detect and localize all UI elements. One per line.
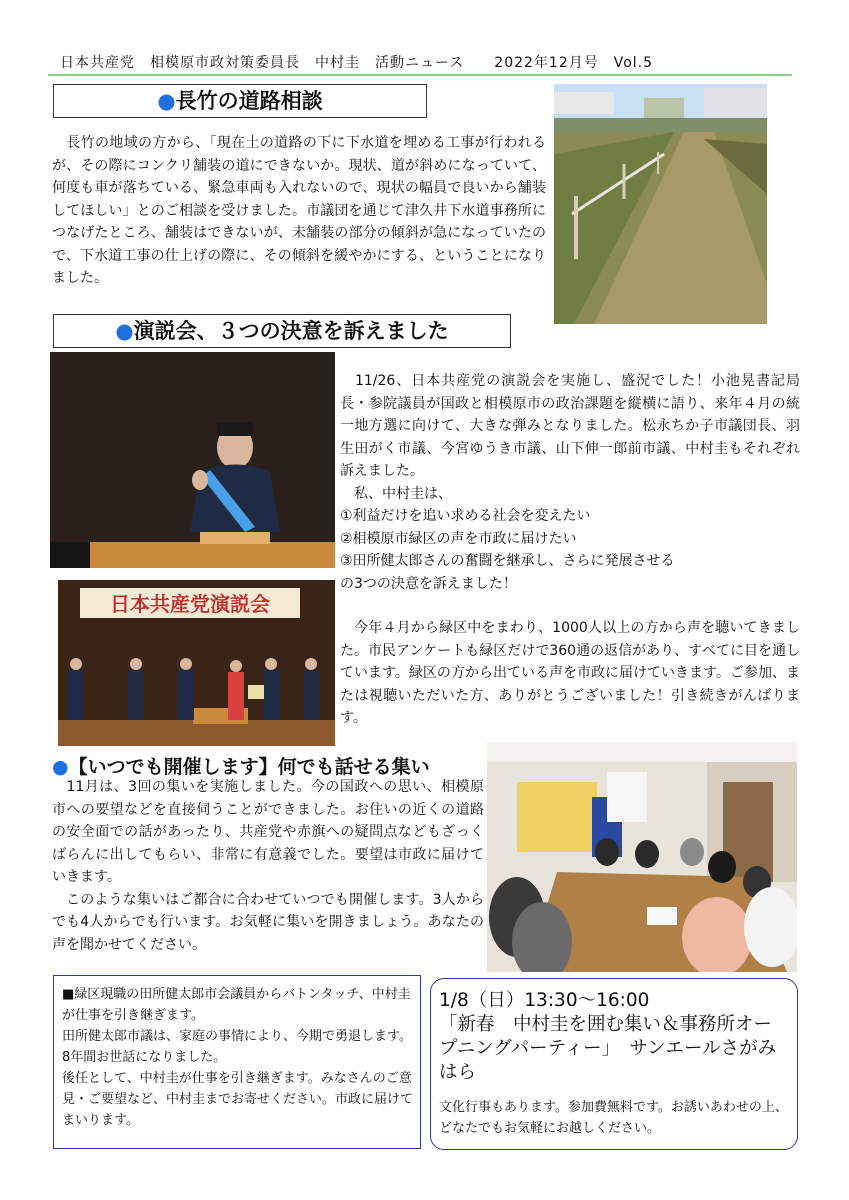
bullet-icon: ● xyxy=(157,89,176,113)
resolve-item-1: ①利益だけを追い求める社会を変えたい xyxy=(340,508,591,524)
section-title-text: 長竹の道路相談 xyxy=(175,89,323,113)
gathering-photo xyxy=(487,742,797,972)
resolve-item-3: ③田所健太郎さんの奮闘を継承し、さらに発展させる xyxy=(340,553,675,569)
bullet-icon: ● xyxy=(52,756,69,778)
road-consultation-body: 長竹の地域の方から、「現在土の道路の下に下水道を埋める工事が行われるが、その際にコンクリ舗装の道にできないか。現状、道が斜めになっていて、何度も車が落ちている、緊急車両も入れないので、現状の幅員で良いから舗装してほしい」とのご相談を受けました。市議団を通じて津久井下水道事務所につなげたところ、舗装はできないが、未舗装の部分の傾斜が急になっていたので、下水道工事の仕上げの際に、その傾斜を緩やかにする、ということになりました。 xyxy=(52,135,546,286)
event-name: 「新春 中村圭を囲む集い＆事務所オープニングパーティー」 サンエールさがみはら xyxy=(439,1014,777,1083)
road-photo xyxy=(554,84,767,324)
speaker-photo xyxy=(50,352,335,568)
speech-paragraph-2: 私、中村圭は、 xyxy=(340,485,452,502)
speech-paragraph-1: 11/26、日本共産党の演説会を実施し、盛況でした！小池晃書記局長・参院議員が国政と相模原市の政治課題を縦横に語り、来年４月の統一地方選に向けて、大きな弾みとなりました。松永ちか子市議団長、羽生田がく市議、今宮ゆうき市議、山下伸一郎前市議、中村圭もそれぞれ訴えました。 xyxy=(340,373,800,479)
section-title-speech xyxy=(53,314,511,348)
handover-paragraph-2: 後任として、中村圭が仕事を引き継ぎます。みなさんのご意見・ご要望など、中村圭までお寄せください。市政に届けてまいります。 xyxy=(62,1071,414,1128)
header-divider xyxy=(48,74,792,76)
handover-title: ■緑区現職の田所健太郎市会議員からバトンタッチ、中村圭が仕事を引き継ぎます。 xyxy=(62,987,411,1023)
event-detail: 文化行事もあります。参加費無料です。お誘いあわせの上、どなたでもお気軽にお越しください。 xyxy=(439,1100,788,1136)
gathering-paragraph-1: 11月は、3回の集いを実施しました。今の国政への思い、相模原市への要望などを直接伺うことができました。お住いの近くの道路の安全面での話があったり、共産党や赤旗への疑問点などもざっくばらんに出してもらい、非常に有意義でした。要望は市政に届けていきます。 xyxy=(52,779,484,885)
rally-banner: 日本共産党演説会 xyxy=(110,592,270,616)
gathering-paragraph-2: このような集いはご都合に合わせていつでも開催します。3人からでも4人からでも行います。お気軽に集いを開きましょう。あなたの声を聞かせてください。 xyxy=(52,891,484,953)
bullet-icon: ● xyxy=(115,319,134,343)
section-title-gathering xyxy=(52,752,430,779)
gathering-body xyxy=(52,776,484,956)
section-title-text: 演説会、３つの決意を訴えました xyxy=(133,319,449,343)
handover-paragraph-1: 田所健太郎市議は、家庭の事情により、今期で勇退します。8年間お世話になりました。 xyxy=(62,1029,412,1065)
handover-notice-text xyxy=(62,984,414,1131)
section-title-text: 【いつでも開催します】何でも話せる集い xyxy=(68,756,430,778)
resolve-item-2: ②相模原市緑区の声を市政に届けたい xyxy=(340,530,577,547)
section-title-road xyxy=(53,84,427,118)
event-notice xyxy=(430,978,798,1150)
newsletter-header: 日本共産党 相模原市政対策委員長 中村圭 活動ニュース 2022年12月号 Vol.5 xyxy=(60,55,654,71)
rally-photo xyxy=(58,580,335,746)
speech-paragraph-3: の3つの決意を訴えました！ xyxy=(340,575,517,592)
speech-body xyxy=(340,370,800,730)
speech-paragraph-4: 今年４月から緑区中をまわり、1000人以上の方から声を聴いてきました。市民アンケートも緑区だけで360通の返信があり、すべてに目を通しています。緑区の方から出ている声を市政に届けていきます。ご参加、または視聴いただいた方、ありがとうございました！引き続きがんばります。 xyxy=(340,620,800,726)
event-datetime: 1/8（日）13:30～16:00 xyxy=(439,990,650,1011)
handover-notice xyxy=(53,975,421,1149)
